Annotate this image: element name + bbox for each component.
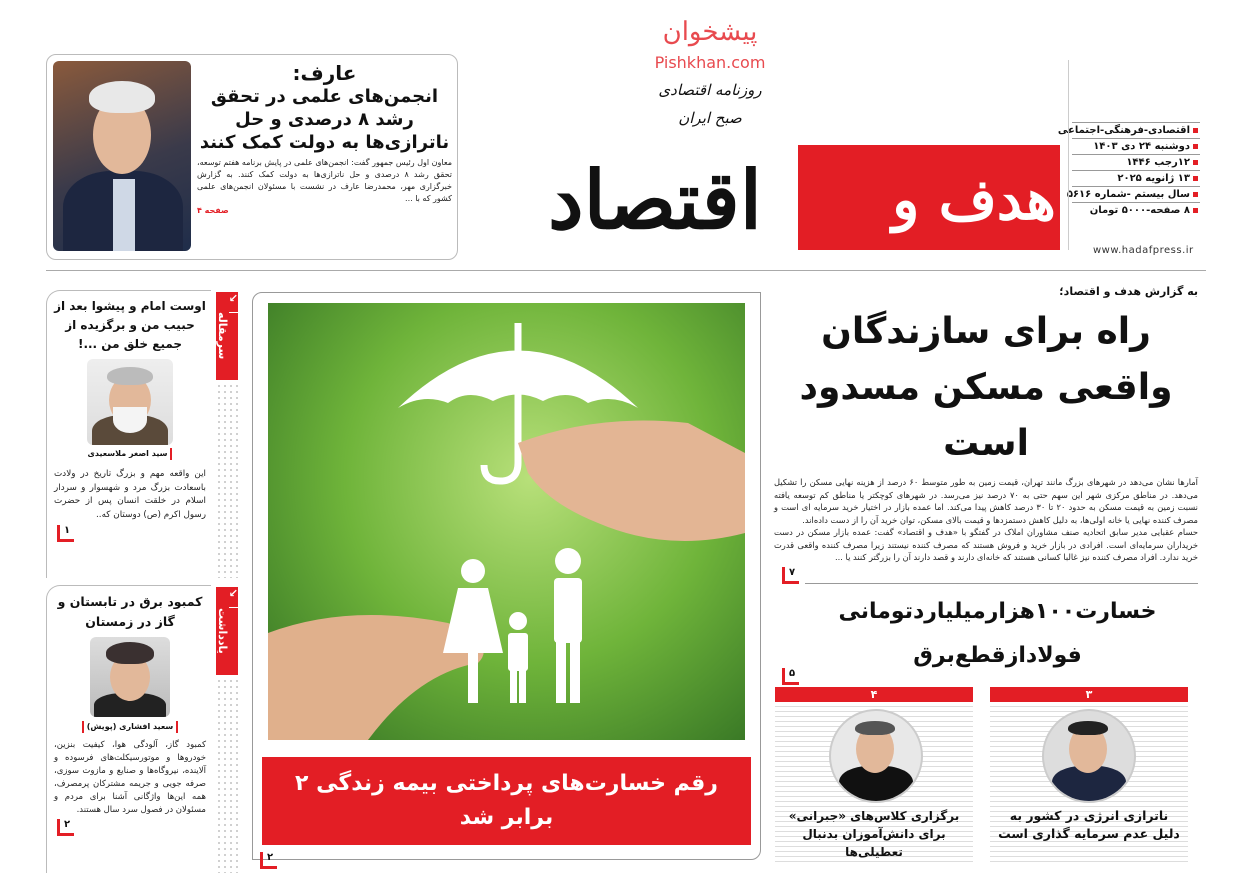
note-body: کمبود گاز، آلودگی هوا، کیفیت بنزین، خودروها و موتورسیکلت‌های فرسوده و آلاینده، نیروگاه‌ها و صنایع و مازوت سوزی، صرفه جویی و جریمه مشترکان پرمصرف، همه این‌ها واژگانی آشنا برای مردم و مسئولان در فصول سرد سال هستند. <box>54 740 206 815</box>
second-story-line1: خسارت۱۰۰هزارمیلیاردتومانی <box>838 599 1157 624</box>
info-divider <box>1068 60 1069 250</box>
info-row: اقتصادی-فرهنگی-اجتماعی <box>1072 122 1200 139</box>
note-section-tab: ↙ یادداشت <box>216 587 238 675</box>
masthead-divider <box>46 270 1206 271</box>
main-story-body: آمارها نشان می‌دهد در شهرهای بزرگ مانند تهران، قیمت زمین به طور متوسط ۶۰ درصد از هزینه نهایی مسکن را تشکیل می‌دهد. در مناطق مرکزی شهر این سهم حتی به ۷۰ درصد نیز می‌رسد. در شهرهای کوچکتر یا مناطق کم توسعه یافته نسبت زمین به قیمت مسکن به حدود ۲۰ تا ۳۰ درصد کاهش پیدا می‌کند. اما عمده بازار در اختیار خرید سرمایه ای است و مصرف کننده نهایی یا خانه اولی‌ها، به دلیل کاهش دستمزدها و قیمت بالای مسکن، توان خرید آن را از دست داده‌اند. حسام عقبایی مدیر سابق اتحادیه صنف مشاوران املاک در گفتگو با «هدف و اقتصاد» گفت: عمده بازار مسکن در دست خریداران سرمایه‌ای است. افرادی در بازار خرید و فروش هستند که مصرف کننده نیستند زیرا مصرف کننده واقعی قدرت خرید ندارد. افراد مصرف کننده نیز غالبا کسانی هستند که خانه‌ای دارند و قصد دارند آن را بزرگتر کنند یا ... <box>774 477 1198 562</box>
card-headline: ناترازی انرژی در کشور به دلیل عدم سرمایه گذاری است <box>998 808 1180 841</box>
main-story-headline-line1: راه برای سازندگان <box>821 311 1151 352</box>
main-story-headline-line2: واقعی مسکن مسدود است <box>799 367 1173 464</box>
card-page-number: ۴ <box>775 687 973 702</box>
main-story-page-ref[interactable]: ۷ <box>782 567 799 584</box>
editorial-author-photo <box>87 359 173 445</box>
dot-pattern <box>216 383 238 578</box>
second-story-line2: فولادازقطع‌برق <box>913 643 1082 668</box>
center-feature-box[interactable] <box>252 292 761 860</box>
editorial-body: این واقعه مهم و بزرگ تاریخ در ولادت باسعادت بزرگ مرد و شهسوار و سردار اسلام در خلقت انسان پس از حضرت رسول اکرم (ص) دوستان که.. <box>54 469 206 520</box>
info-row: ۸ صفحه-۵۰۰۰ تومان <box>1072 203 1200 218</box>
main-story-headline[interactable] <box>774 304 1198 472</box>
tagline-2: صبح ایران <box>678 109 742 127</box>
card-photo <box>1042 709 1136 803</box>
top-story-box[interactable] <box>46 54 458 260</box>
divider <box>805 583 1198 584</box>
umbrella-family-illustration <box>268 303 745 740</box>
card-photo <box>829 709 923 803</box>
info-row: ۱۳ ژانویه ۲۰۲۵ <box>1072 171 1200 187</box>
aref-photo <box>53 61 191 251</box>
logo-text-red: هدف و <box>892 167 1056 233</box>
note-headline: کمبود برق در تابستان و گاز در زمستان <box>57 594 203 629</box>
news-card[interactable] <box>775 687 973 862</box>
note-author-photo <box>90 637 170 717</box>
info-row: ۱۲رجب ۱۴۴۶ <box>1072 155 1200 171</box>
top-story-body: معاون اول رئیس جمهور گفت: انجمن‌های علمی در پایش برنامه هفتم توسعه، تحقق رشد ۸ درصدی و حل ناترازی‌ها به دولت کمک کنند. به گزارش خبرگزاری مهر، محمدرضا عارف در نشست با مسئولان انجمن‌های علمی کشور که با ... <box>197 158 452 203</box>
card-page-number: ۳ <box>990 687 1188 702</box>
info-row: دوشنبه ۲۴ دی ۱۴۰۳ <box>1072 139 1200 155</box>
note-author: سعید افشاری (پویش) <box>82 721 179 733</box>
second-story-headline[interactable] <box>800 590 1195 678</box>
main-story <box>774 284 1198 584</box>
editorial-headline: اوست امام و پیشوا بعد از حبیب من و برگزیده از جمیع خلق من ...! <box>54 299 206 351</box>
logo-text-main: اقتصاد <box>548 153 762 247</box>
dot-pattern <box>216 678 238 873</box>
top-story-text <box>197 61 452 253</box>
main-story-kicker: به گزارش هدف و اقتصاد؛ <box>1059 285 1198 298</box>
editorial-page-ref[interactable]: ۱ <box>57 525 74 542</box>
center-feature-page-ref[interactable]: ۲ <box>260 852 277 869</box>
card-headline: برگزاری کلاس‌های «جبرانی» برای دانش‌آموزان بدنبال تعطیلی‌ها <box>788 809 960 859</box>
arrow-down-left-icon: ↙ <box>229 292 238 313</box>
insurance-family-image <box>268 303 745 740</box>
website-link[interactable]: www.hadafpress.ir <box>1093 245 1194 256</box>
top-story-page-ref[interactable]: صفحه ۴ <box>197 206 229 215</box>
note-page-ref[interactable]: ۲ <box>57 819 74 836</box>
center-feature-headline: رقم خسارت‌های پرداختی بیمه زندگی ۲ برابر شد <box>262 757 751 845</box>
info-row: سال بیستم -شماره ۵۶۱۶ <box>1072 187 1200 203</box>
watermark-url: Pishkhan.com <box>654 53 766 72</box>
top-story-headline: انجمن‌های علمی در تحقق رشد ۸ درصدی و حل ناترازی‌ها به دولت کمک کنند <box>199 86 450 153</box>
arrow-down-left-icon: ↙ <box>229 587 238 608</box>
second-story-page-ref[interactable]: ۵ <box>782 668 799 685</box>
watermark-persian: پیشخوان <box>662 17 758 47</box>
issue-info <box>1057 122 1200 218</box>
tagline-1: روزنامه اقتصادی <box>658 81 762 99</box>
top-story-kicker: عارف: <box>292 61 357 85</box>
editorial-box[interactable] <box>46 290 211 578</box>
editorial-author: سید اصغر ملاسعیدی <box>88 448 173 460</box>
editorial-section-tab: ↙ سرمقاله <box>216 292 238 380</box>
note-box[interactable] <box>46 585 211 873</box>
news-card[interactable] <box>990 687 1188 862</box>
